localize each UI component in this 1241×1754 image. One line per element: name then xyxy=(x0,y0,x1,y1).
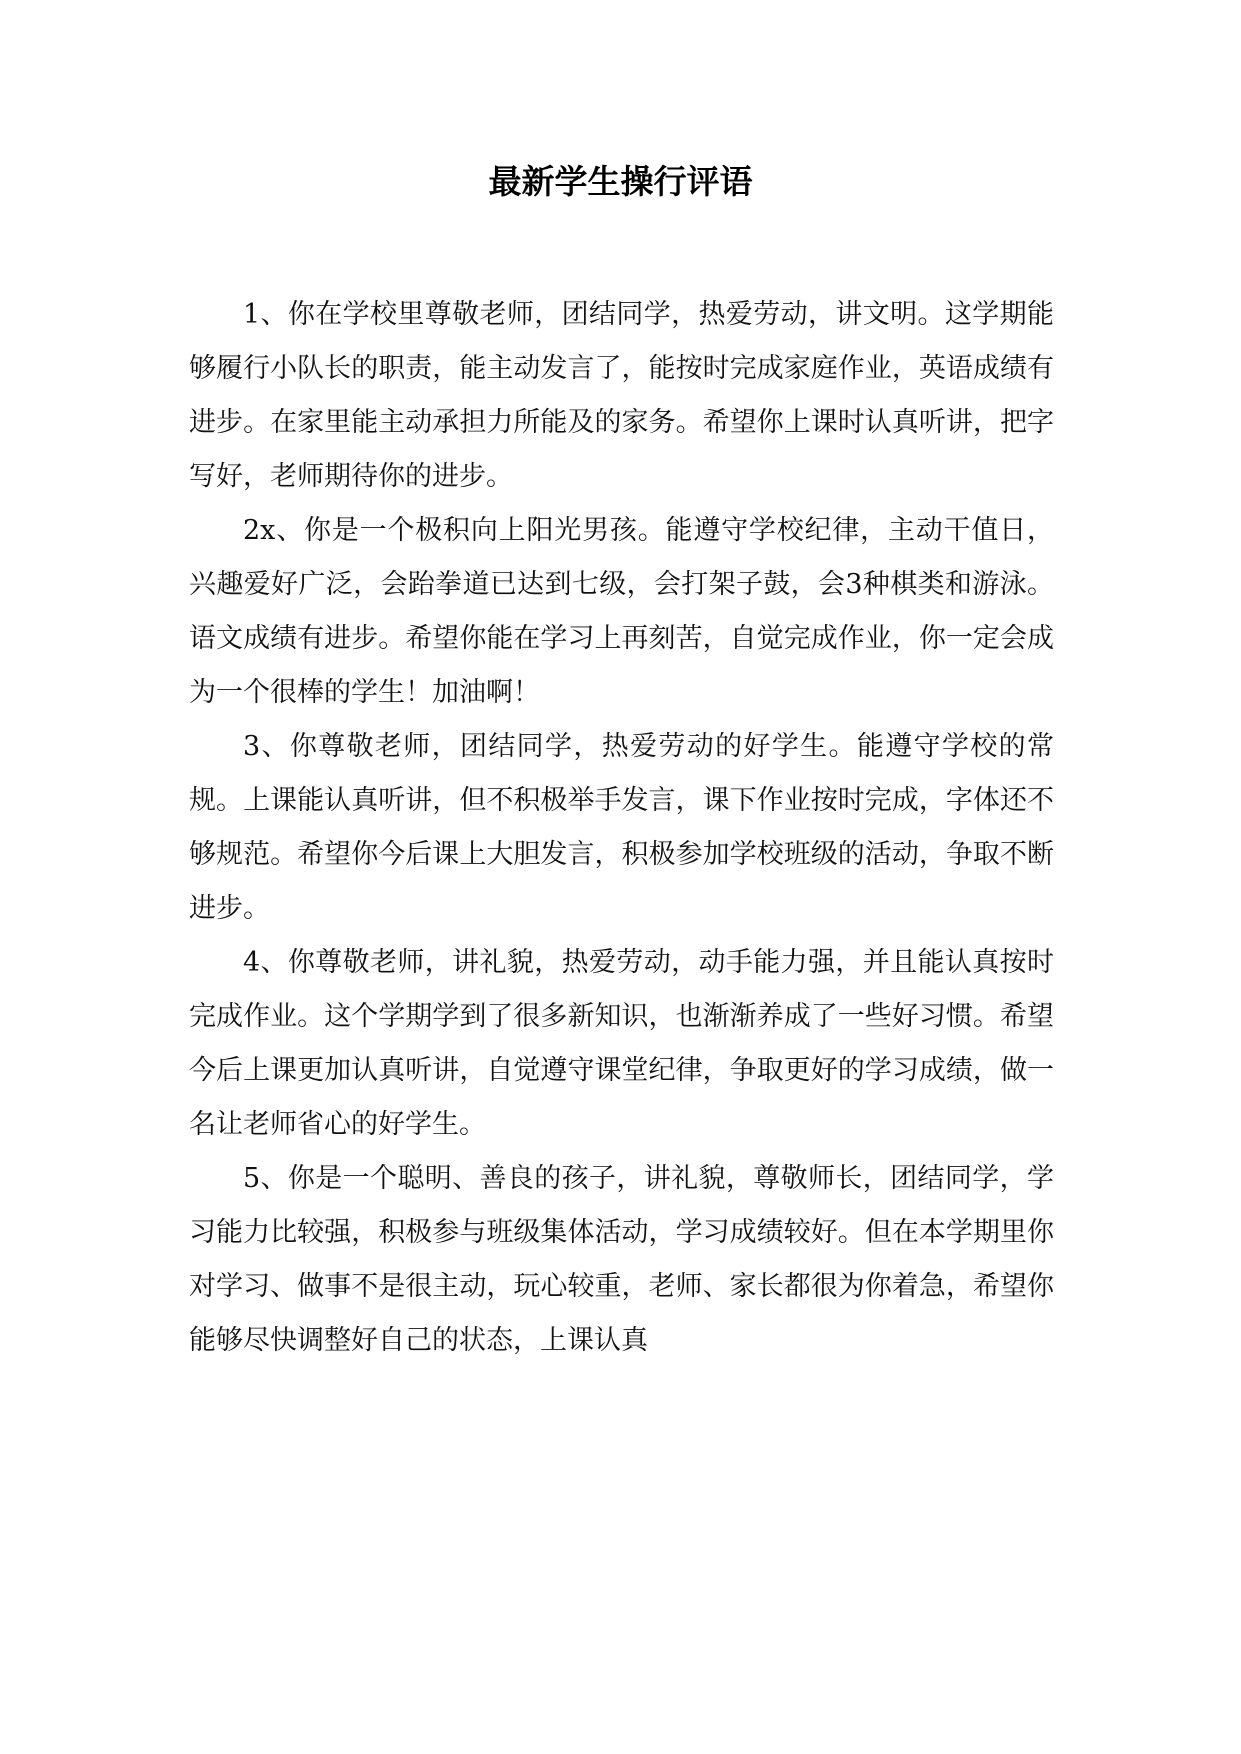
paragraph-3: 3、你尊敬老师，团结同学，热爱劳动的好学生。能遵守学校的常规。上课能认真听讲，但不积极举手发言，课下作业按时完成，字体还不够规范。希望你今后课上大胆发言，积极参加学校班级的活动，争取不断进步。 xyxy=(189,731,1054,924)
paragraph-2: 2x、你是一个极积向上阳光男孩。能遵守学校纪律，主动干值日，兴趣爱好广泛，会跆拳道已达到七级，会打架子鼓，会3种棋类和游泳。语文成绩有进步。希望你能在学习上再刻苦，自觉完成作业，你一定会成为一个很棒的学生！加油啊！ xyxy=(189,515,1054,708)
document-title: 最新学生操行评语 xyxy=(488,162,753,201)
document-body xyxy=(189,288,1054,1368)
paragraph-5: 5、你是一个聪明、善良的孩子，讲礼貌，尊敬师长，团结同学，学习能力比较强，积极参与班级集体活动，学习成绩较好。但在本学期里你对学习、做事不是很主动，玩心较重，老师、家长都很为你着急，希望你能够尽快调整好自己的状态，上课认真 xyxy=(189,1163,1054,1356)
paragraph-4: 4、你尊敬老师，讲礼貌，热爱劳动，动手能力强，并且能认真按时完成作业。这个学期学到了很多新知识，也渐渐养成了一些好习惯。希望今后上课更加认真听讲，自觉遵守课堂纪律，争取更好的学习成绩，做一名让老师省心的好学生。 xyxy=(189,947,1054,1140)
paragraph-1: 1、你在学校里尊敬老师，团结同学，热爱劳动，讲文明。这学期能够履行小队长的职责，能主动发言了，能按时完成家庭作业，英语成绩有进步。在家里能主动承担力所能及的家务。希望你上课时认真听讲，把字写好，老师期待你的进步。 xyxy=(189,299,1054,492)
